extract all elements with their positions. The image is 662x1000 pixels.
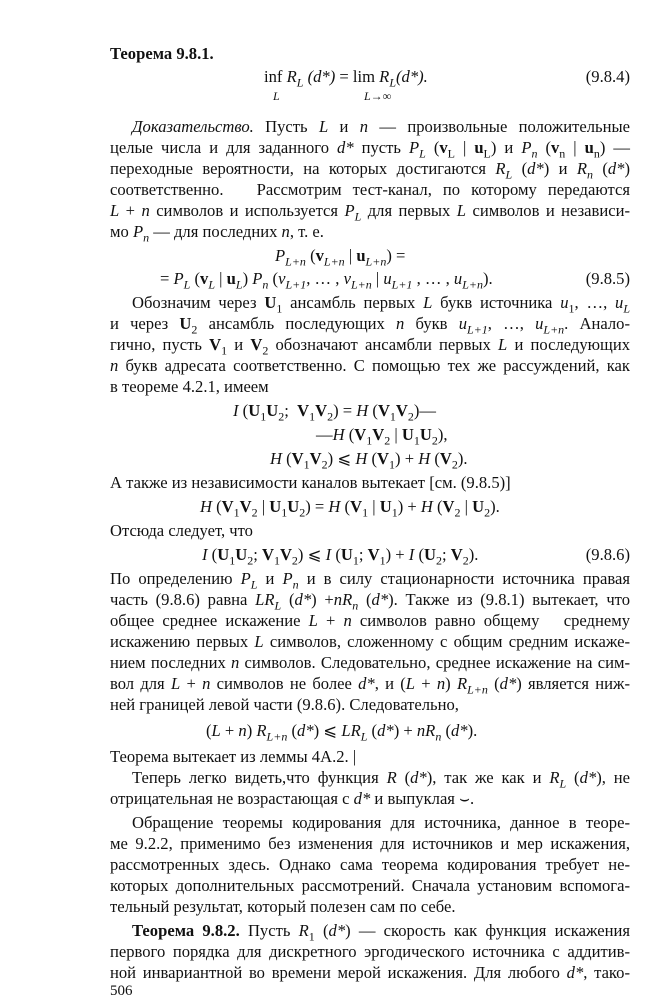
proof-line-5: L + n символов и используется $P_L$ для первых L символов и независи- [110,201,631,224]
para8-line-2: ме 9.2.2, применимо без изменения для источников и мер искажения, [110,834,630,853]
eq-984-number: (9.8.4) [585,67,630,86]
eq-985-number: (9.8.5) [585,269,630,288]
para9-line-1: Теорема 9.8.2. Пусть $R_1$ (d*) — скорость как функция искажения [132,921,630,944]
para9-line-3: ной инвариантной во времени мерой искажения. Для любого d*, тако- [110,963,630,982]
para2-line-5: в теореме 4.2.1, имеем [110,377,269,396]
para5-line-4: искажению первых L символов, сложенному с общим средним искаже- [110,632,630,651]
para8-line-1: Обращение теоремы кодирования для источника, данное в теоре- [132,813,630,832]
para5-line-2: часть (9.8.6) равна $LR_L$ $(d*) +nR_n$ (d*). Также из (9.8.1) вытекает, что [110,590,630,613]
para5-line-7: ней границей левой части (9.8.6). Следовательно, [110,695,459,714]
para7-line-2: отрицательная не возрастающая с d* и выпуклая ⌣. [110,789,475,808]
para8-line-3: рассмотренных здесь. Однако сама теорема кодирования требует не- [110,855,630,874]
para8-line-4: которых дополнительных рассмотрений. Сначала установим вспомога- [110,876,630,895]
para5-line-3: общее среднее искажение L + n символов равно общему среднему [110,611,631,630]
mi-eq-line-3: H $(V_1V_2)$ ⩽ H $(V_1) + H$ $(V_2)$. [270,449,468,472]
eq-985-line-2: = $P_L$ ($v_L$ | $u_L$) $P_n$ ($v_{L+1}$, … , $v_{L+n}$ | $u_{L+1}$ , … , $u_{L+n}$). [160,269,493,292]
eq-986: I ($U_1U_2$; $V_1V_2$) ⩽ I ($U_1$; $V_1) + I$ ($U_2$; $V_2$). [202,545,479,568]
proof-line-1: Доказательство. Пусть L и n — произвольные положительные [132,117,630,136]
eq-final: (L + n) $R_{L+n}$ (d*) ⩽ $LR_L$ $(d*) + nR_n$ (d*). [206,721,478,744]
para2-line-4: n букв адресата соответственно. С помощью тех же рассуждений, как [110,356,630,375]
para3: А также из независимости каналов вытекает [см. (9.8.5)] [110,473,511,492]
eq-986-number: (9.8.6) [585,545,630,564]
proof-line-6: мо $P_n$ — для последних n, т. е. [110,222,324,245]
proof-line-4: соответственно. Рассмотрим тест-канал, по которому передаются [110,180,630,199]
theorem-981-label: Теорема 9.8.1. [110,44,214,63]
para5-line-1: По определению $P_L$ и $P_n$ и в силу стационарности источника правая [110,569,630,592]
para6: Теорема вытекает из леммы 4А.2. | [110,747,357,766]
para9-line-2: первого порядка для дискретного эргодического источника с аддитив- [110,942,630,961]
para5-line-5: нием последних n символов. Следовательно, среднее искажение на сим- [110,653,630,672]
para4: Отсюда следует, что [110,521,253,540]
page-number: 506 [110,983,133,999]
para5-line-6: вол для L + n символов не более d*, и (L + n) $R_{L+n}$ (d*) является ниж- [110,674,631,697]
eq-984-sub: L [296,75,304,90]
para2-line-1: Обозначим через $U_1$ ансамбль первых L букв источника $u_1$, …, $u_L$ [132,293,631,316]
theorem-982-label: Теорема 9.8.2. [132,921,240,940]
mi-eq-line-1: I ($U_1U_2$; $V_1V_2) = H$ $(V_1V_2)—$ [233,401,437,424]
equation-984 [110,66,630,106]
proof-line-2: целые числа и для заданного d* пусть $P_L$ ($v_L$ | $u_L$) и $P_n$ ($v_n$ | $u_n$) — [110,138,630,161]
proof-line-3: переходные вероятности, на которых достигаются $R_L$ (d*) и $R_n$ (d*) [110,159,630,182]
para8-line-5: тельный результат, который полезен сам по себе. [110,897,456,916]
mi-eq-line-2: —H ($V_1V_2$ | $U_1U_2$), [316,425,448,448]
para2-line-3: гично, пусть $V_1$ и $V_2$ обозначают ансамбли первых L и последующих [110,335,630,358]
eq-984-sub-2: L [389,75,396,90]
eq-985-line-1: $P_{L+n}$ ($v_{L+n}$ | $u_{L+n}$) = [275,246,406,269]
eq-independence: H ($V_1V_2$ | $U_1U_2) = H$ ($V_1$ | $U_1) + H$ ($V_2$ | $U_2$). [200,497,500,520]
eq-984-body: inf $R_L$ $(d*) = \lim R_L(d*)$. [264,67,428,90]
para7-line-1: Теперь легко видеть,что функция R (d*), так же как и $R_L$ (d*), не [132,768,630,791]
eq-984-lim-sub: L→∞ [364,89,392,103]
eq-984-inf-sub: L [273,89,280,103]
para2-line-2: и через $U_2$ ансамбль последующих n букв $u_{L+1}$, …, $u_{L+n}$. Анало- [110,314,630,337]
